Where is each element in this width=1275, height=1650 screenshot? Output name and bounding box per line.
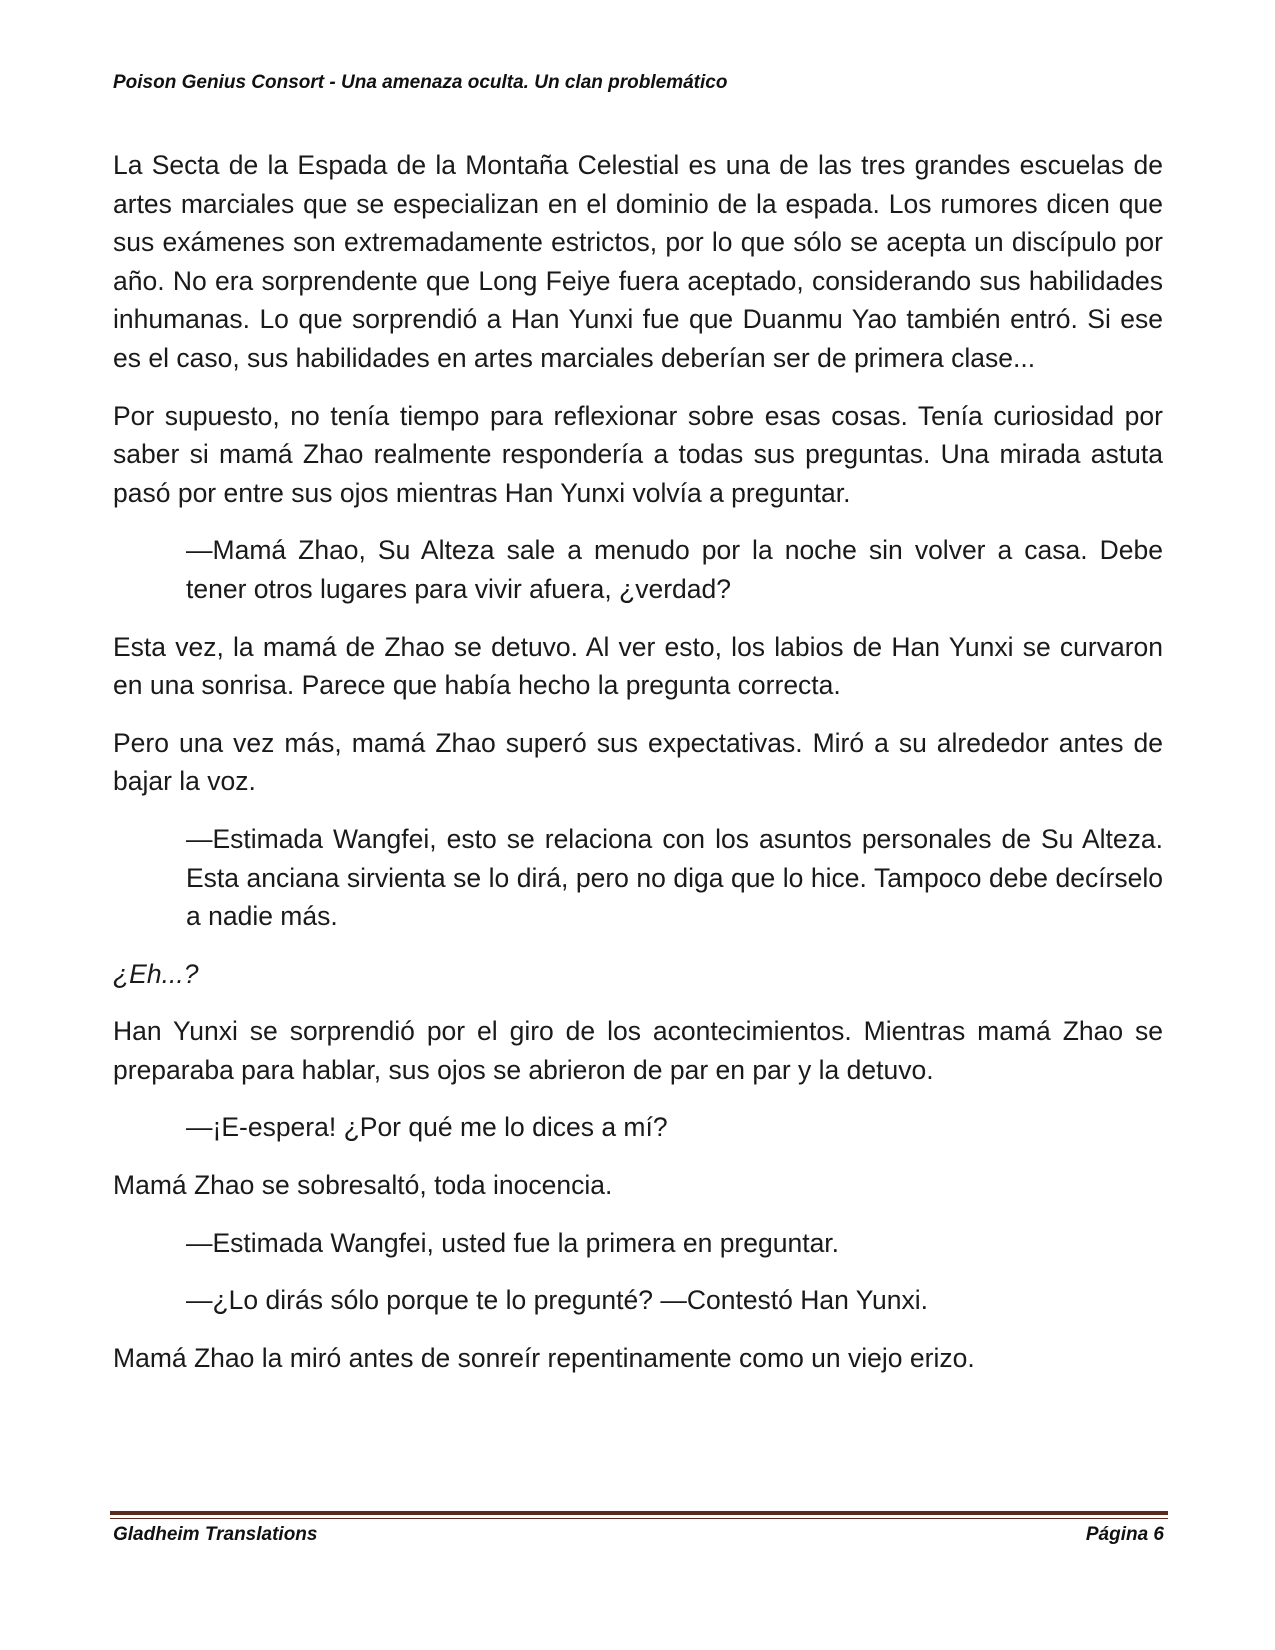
- paragraph: Esta vez, la mamá de Zhao se detuvo. Al ver esto, los labios de Han Yunxi se curvaron en una sonrisa. Parece que había hecho la pregunta correcta.: [113, 631, 1163, 701]
- document-body: [113, 146, 1163, 1396]
- paragraph: Por supuesto, no tenía tiempo para reflexionar sobre esas cosas. Tenía curiosidad por saber si mamá Zhao realmente respondería a todas sus preguntas. Una mirada astuta pasó por entre sus ojos mientras Han Yunxi volvía a preguntar.: [113, 400, 1163, 508]
- footer-divider-thick: [110, 1511, 1168, 1515]
- footer-page-number: Página 6: [1085, 1524, 1164, 1545]
- paragraph: La Secta de la Espada de la Montaña Celestial es una de las tres grandes escuelas de artes marciales que se especializan en el dominio de la espada. Los rumores dicen que sus exámenes son extremadamente estrictos, por lo que sólo se acepta un discípulo por año. No era sorprendente que Long Feiye fuera aceptado, considerando sus habilidades inhumanas. Lo que sorprendió a Han Yunxi fue que Duanmu Yao también entró. Si ese es el caso, sus habilidades en artes marciales deberían ser de primera clase...: [113, 150, 1163, 373]
- paragraph: Mamá Zhao la miró antes de sonreír repentinamente como un viejo erizo.: [113, 1342, 975, 1373]
- dialogue-paragraph: —Estimada Wangfei, usted fue la primera en preguntar.: [186, 1227, 840, 1258]
- footer-publisher: Gladheim Translations: [113, 1524, 318, 1545]
- paragraph: Mamá Zhao se sobresaltó, toda inocencia.: [113, 1170, 613, 1201]
- paragraph: Pero una vez más, mamá Zhao superó sus expectativas. Miró a su alrededor antes de bajar la voz.: [113, 727, 1163, 797]
- dialogue-paragraph: —¿Lo dirás sólo porque te lo pregunté? —Contestó Han Yunxi.: [186, 1285, 928, 1316]
- paragraph: Han Yunxi se sorprendió por el giro de los acontecimientos. Mientras mamá Zhao se preparaba para hablar, sus ojos se abrieron de par en par y la detuvo.: [113, 1016, 1163, 1085]
- footer-divider-thin: [110, 1518, 1168, 1519]
- page-header-title: Poison Genius Consort - Una amenaza oculta. Un clan problemático: [113, 72, 728, 93]
- italic-paragraph: ¿Eh...?: [113, 958, 199, 989]
- dialogue-paragraph: —Estimada Wangfei, esto se relaciona con los asuntos personales de Su Alteza. Esta anciana sirvienta se lo dirá, pero no diga que lo hice. Tampoco debe decírselo a nadie más.: [186, 823, 1163, 932]
- dialogue-paragraph: —Mamá Zhao, Su Alteza sale a menudo por la noche sin volver a casa. Debe tener otros lugares para vivir afuera, ¿verdad?: [186, 535, 1163, 604]
- dialogue-paragraph: —¡E-espera! ¿Por qué me lo dices a mí?: [186, 1112, 668, 1143]
